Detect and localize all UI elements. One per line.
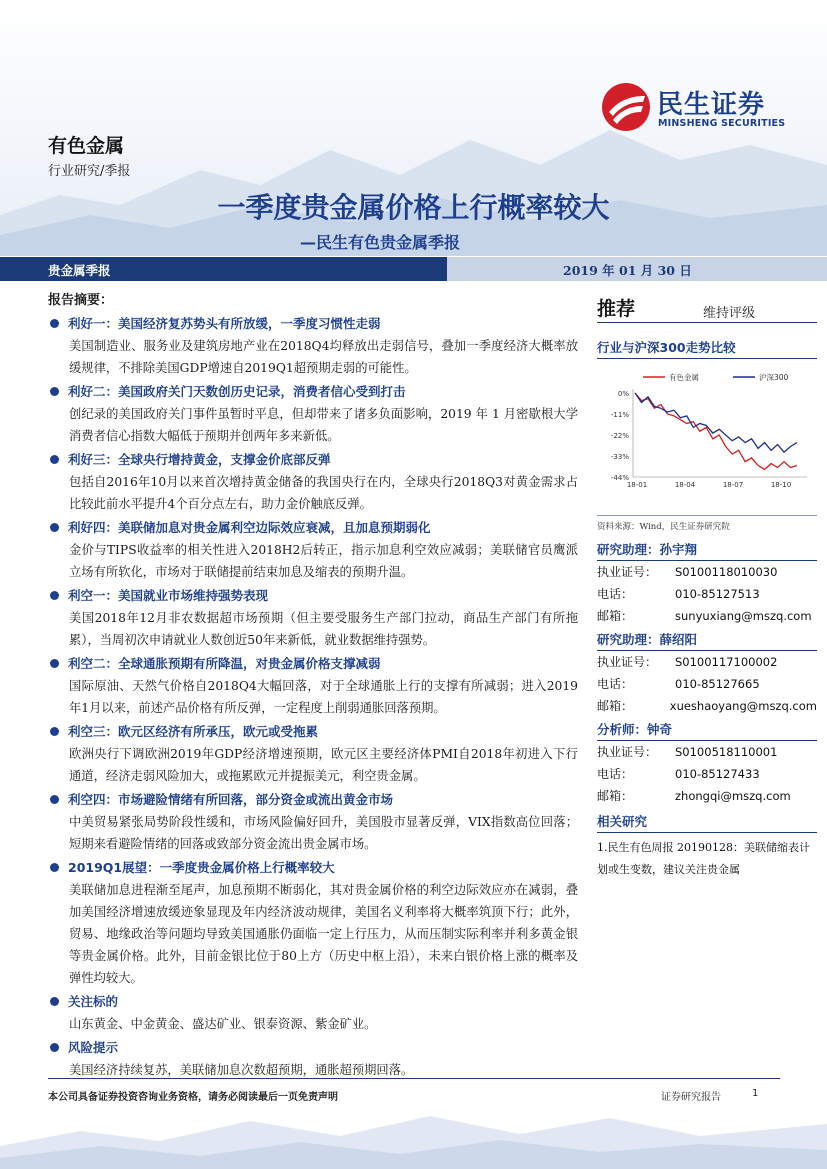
report-type: 行业研究/季报 (48, 164, 131, 179)
phone-label: 电话： (597, 587, 634, 601)
point-heading (48, 517, 578, 539)
legend-label: 沪深300 (759, 373, 789, 382)
analyst-contact (597, 629, 817, 717)
email-value[interactable]: xueshaoyang@mszq.com (669, 699, 817, 713)
phone-value: 010-85127665 (675, 677, 760, 691)
point-body: 金价与TIPS收益率的相关性进入2018H2后转正，指示加息利空效应减弱；美联储官员鹰派立场有所软化，市场对于联储提前结束加息及缩表的预期升温。 (69, 543, 578, 579)
chart-svg (597, 359, 817, 515)
email-label: 邮箱： (597, 789, 634, 803)
bullet-icon (50, 387, 59, 396)
y-tick-label: 0% (617, 390, 629, 398)
point-heading (48, 313, 578, 335)
abstract-point (48, 991, 578, 1035)
bullet-icon (50, 727, 59, 736)
page-footer (0, 1078, 827, 1169)
email-label: 邮箱： (597, 699, 634, 713)
report-date: 2019 年 01 月 30 日 (563, 263, 692, 278)
abstract-point (48, 381, 578, 447)
bullet-icon (50, 659, 59, 668)
title-band (0, 257, 827, 281)
bullet-icon (50, 863, 59, 872)
point-heading (48, 1037, 578, 1059)
contact-row-phone (597, 673, 817, 695)
contacts (597, 539, 817, 807)
point-heading-text: 2019Q1展望：一季度贵金属价格上行概率较大 (68, 860, 335, 875)
phone-label: 电话： (597, 677, 634, 691)
point-heading (48, 991, 578, 1013)
y-tick-label: -22% (610, 432, 629, 440)
abstract-point (48, 313, 578, 379)
bullet-icon (50, 795, 59, 804)
related-title: 相关研究 (597, 811, 817, 833)
bullet-icon (50, 997, 59, 1006)
related-item: 1.民生有色周报 20190128：美联储缩表计划或生变数，建议关注贵金属 (597, 841, 810, 876)
bullet-icon (50, 1043, 59, 1052)
logo-en: MINSHENG SECURITIES (658, 118, 786, 129)
footer-report-label: 证券研究报告 (661, 1092, 721, 1103)
x-tick-label: 18-01 (626, 481, 648, 489)
cert-number-value: S0100118010030 (675, 565, 778, 579)
abstract-point (48, 517, 578, 583)
point-heading (48, 449, 578, 471)
point-body: 山东黄金、中金黄金、盛达矿业、银泰资源、紫金矿业。 (69, 1017, 377, 1031)
point-heading (48, 381, 578, 403)
sidebar (597, 289, 817, 881)
point-body: 美联储加息进程渐至尾声，加息预期不断弱化，其对贵金属价格的利空边际效应亦在减弱，叠加美国经济增速放缓迹象显现及年内经济波动规律，美国名义利率将大概率筑顶下行；此外，贸易、地缘政治等问题均导致美国通胀仍面临一定上行压力，从而压制实际利率并利多黄金银等贵金属价格。此外，目前金银比位于80上方（历史中枢上沿），未来白银价格上涨的概率及弹性均较大。 (69, 883, 578, 985)
point-heading-text: 利好四：美联储加息对贵金属利空边际效应衰减，且加息预期弱化 (68, 520, 431, 535)
chart-source: 资料来源：Wind，民生证券研究院 (597, 515, 817, 537)
x-tick-label: 18-10 (770, 481, 792, 489)
phone-label: 电话： (597, 767, 634, 781)
bullet-icon (50, 319, 59, 328)
cert-number-value: S0100518110001 (675, 745, 778, 759)
abstract-list (48, 313, 578, 1083)
point-body: 包括自2016年10月以来首次增持黄金储备的我国央行在内，全球央行2018Q3对黄金需求占比较此前水平提升4个百分点左右，助力金价触底反弹。 (69, 475, 578, 511)
cert-number-label: 执业证号： (597, 745, 658, 759)
sector-name: 有色金属 (48, 135, 125, 157)
phone-value: 010-85127513 (675, 587, 760, 601)
point-heading (48, 721, 578, 743)
bullet-icon (50, 523, 59, 532)
y-tick-label: -33% (610, 453, 629, 461)
point-body: 美国制造业、服务业及建筑房地产业在2018Q4均释放出走弱信号，叠加一季度经济大概率放缓规律，不排除美国GDP增速自2019Q1超预期走弱的可能性。 (69, 339, 578, 375)
legend-label: 有色金属 (669, 373, 699, 382)
abstract-point (48, 721, 578, 787)
chart-title: 行业与沪深300走势比较 (597, 337, 817, 359)
bullet-icon (50, 591, 59, 600)
x-tick-label: 18-07 (722, 481, 744, 489)
abstract-title: 报告摘要： (48, 293, 114, 308)
page-number: 1 (752, 1088, 759, 1099)
point-heading-text: 利好三：全球央行增持黄金，支撑金价底部反弹 (68, 452, 331, 467)
footer-disclaimer: 本公司具备证券投资咨询业务资格，请务必阅读最后一页免责声明 (48, 1092, 338, 1103)
point-heading (48, 857, 578, 879)
contact-row-phone (597, 583, 817, 605)
contact-row-phone (597, 763, 817, 785)
contact-row-email (597, 605, 817, 627)
point-heading-text: 利空一：美国就业市场维持强势表现 (68, 588, 269, 603)
abstract-point (48, 1037, 578, 1081)
contact-row-cert-number (597, 561, 817, 583)
point-heading (48, 585, 578, 607)
contact-row-cert-number (597, 741, 817, 763)
report-subtitle: —民生有色贵金属季报 (300, 233, 461, 252)
analyst-role: 分析师：钟奇 (597, 719, 817, 741)
y-tick-label: -44% (610, 474, 629, 482)
abstract-point (48, 789, 578, 855)
rating-label: 推荐 (597, 298, 636, 320)
point-heading (48, 653, 578, 675)
report-header (0, 0, 827, 256)
band-label: 贵金属季报 (48, 263, 111, 278)
contact-row-cert-number (597, 651, 817, 673)
rating-box (597, 289, 817, 323)
report-title: 一季度贵金属价格上行概率较大 (217, 191, 610, 224)
point-heading (48, 789, 578, 811)
analyst-contact (597, 539, 817, 627)
point-heading-text: 利好二：美国政府关门天数创历史记录，消费者信心受到打击 (68, 384, 406, 399)
point-body: 美国经济持续复苏，美联储加息次数超预期，通胀超预期回落。 (69, 1063, 414, 1077)
cert-number-label: 执业证号： (597, 565, 658, 579)
abstract-point (48, 585, 578, 651)
point-heading-text: 风险提示 (68, 1040, 119, 1055)
point-body: 创纪录的美国政府关门事件虽暂时平息，但却带来了诸多负面影响，2019 年 1 月密歇根大学消费者信心指数大幅低于预期并创两年多来新低。 (69, 407, 578, 443)
bullet-icon (50, 455, 59, 464)
point-body: 国际原油、天然气价格自2018Q4大幅回落，对于全球通胀上行的支撑有所减弱；进入2019年1月以来，前述产品价格有所反弹，一定程度上削弱通胀回落预期。 (69, 679, 578, 715)
logo-cn: 民生证券 (657, 90, 766, 120)
contact-row-email (597, 695, 817, 717)
company-logo (601, 82, 801, 134)
y-tick-label: -11% (610, 411, 629, 419)
phone-value: 010-85127433 (675, 767, 760, 781)
point-heading-text: 利空三：欧元区经济有所承压，欧元或受拖累 (68, 724, 319, 739)
cert-number-value: S0100117100002 (675, 655, 778, 669)
email-value[interactable]: zhongqi@mszq.com (675, 789, 791, 803)
analyst-role: 研究助理：孙宇翔 (597, 539, 817, 561)
abstract-point (48, 449, 578, 515)
email-label: 邮箱： (597, 609, 634, 623)
performance-chart (597, 359, 817, 515)
abstract-point (48, 653, 578, 719)
analyst-role: 研究助理：薛绍阳 (597, 629, 817, 651)
point-body: 美国2018年12月非农数据超市场预期（但主要受服务生产部门拉动，商品生产部门有所拖累），当周初次申请就业人数创近50年来新低，就业数据维持强势。 (69, 611, 578, 647)
cert-number-label: 执业证号： (597, 655, 658, 669)
series-line-csi300 (635, 393, 797, 452)
point-heading-text: 利空二：全球通胀预期有所降温，对贵金属价格支撑减弱 (68, 656, 381, 671)
logo-emblem-icon (601, 82, 651, 132)
point-heading-text: 利好一：美国经济复苏势头有所放缓，一季度习惯性走弱 (68, 316, 381, 331)
rating-sub: 维持评级 (703, 306, 756, 321)
point-heading-text: 关注标的 (68, 994, 119, 1009)
point-heading-text: 利空四：市场避险情绪有所回落，部分资金或流出黄金市场 (68, 792, 394, 807)
point-body: 中美贸易紧张局势阶段性缓和，市场风险偏好回升，美国股市显著反弹，VIX指数高位回落；短期来看避险情绪的回落或致部分资金流出贵金属市场。 (69, 815, 578, 851)
contact-row-email (597, 785, 817, 807)
footer-rule (48, 1078, 780, 1082)
x-tick-label: 18-04 (674, 481, 696, 489)
abstract-point (48, 857, 578, 989)
email-value[interactable]: sunyuxiang@mszq.com (675, 609, 812, 623)
footer-mountains (0, 1106, 827, 1169)
analyst-contact (597, 719, 817, 807)
point-body: 欧洲央行下调欧洲2019年GDP经济增速预期，欧元区主要经济体PMI自2018年初进入下行通道，经济走弱风险加大，或拖累欧元并提振美元，利空贵金属。 (69, 747, 578, 783)
